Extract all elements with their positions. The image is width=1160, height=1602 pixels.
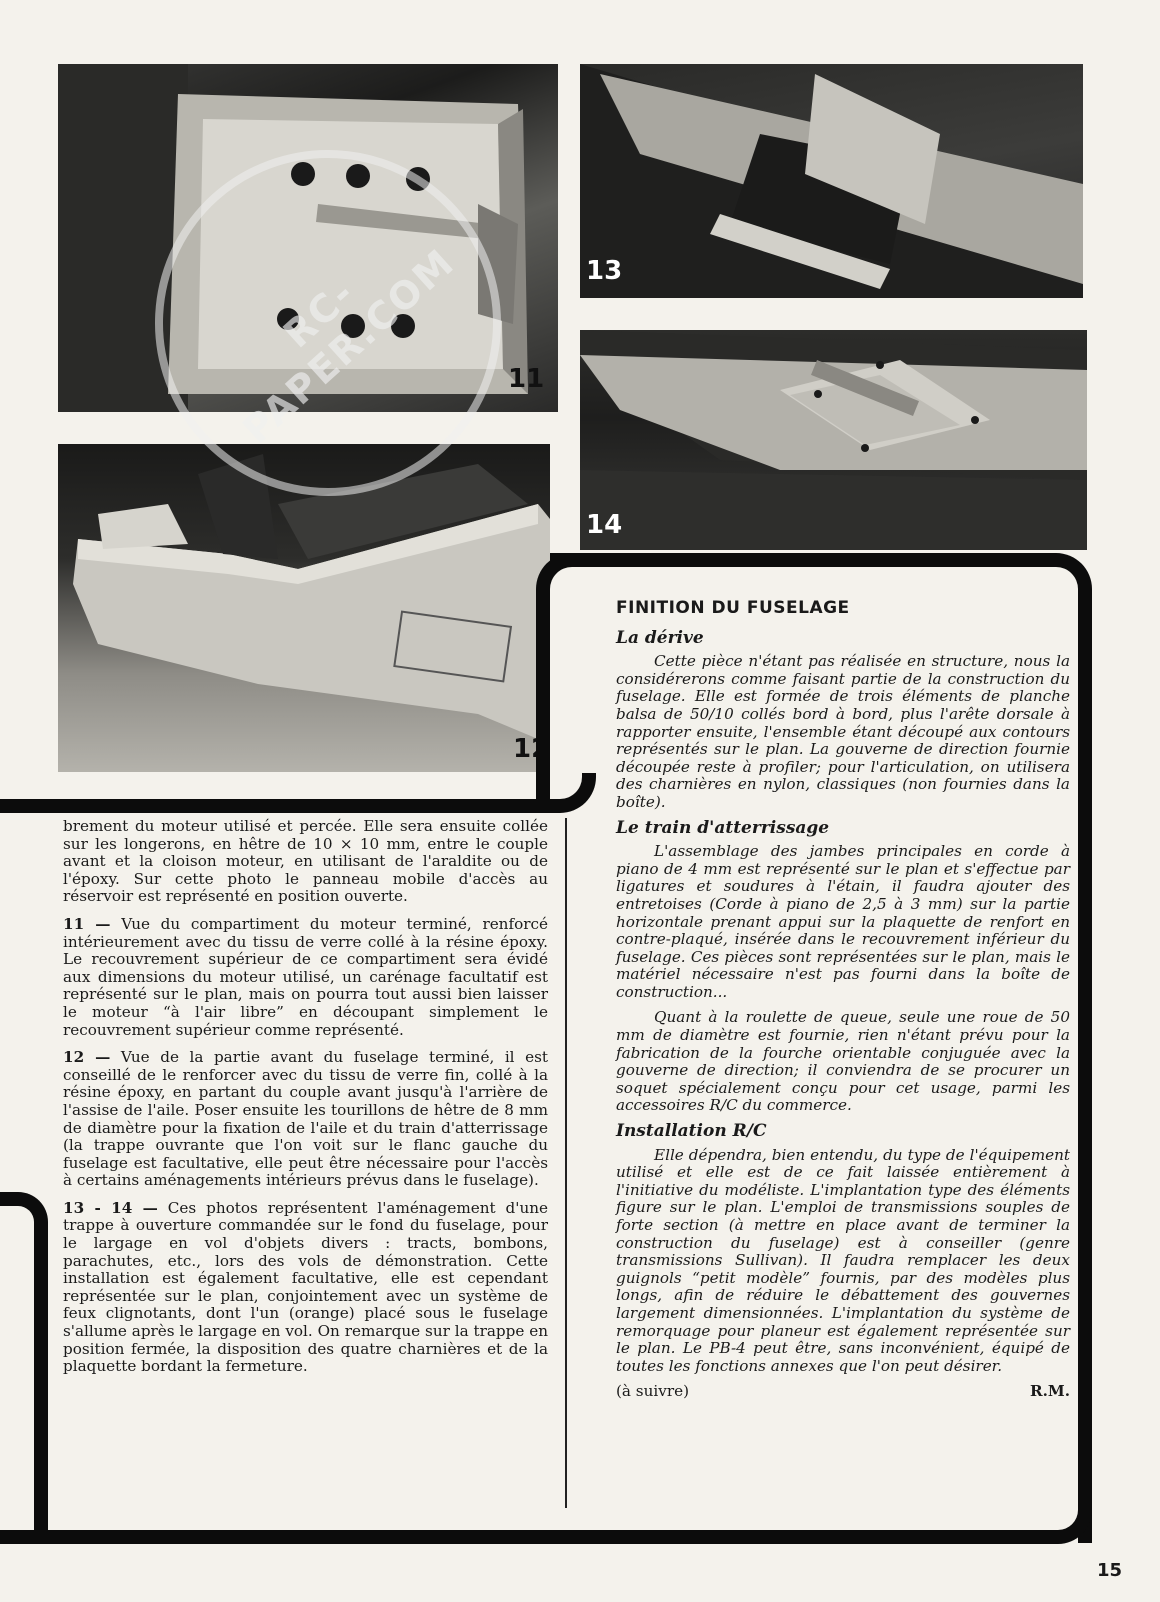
photo-13-drawing xyxy=(580,64,1083,298)
photo-12-number: 12 xyxy=(513,734,550,764)
intro-paragraph: brement du moteur utilisé et percée. Elle sera ensuite collée sur les longerons, en hêtre de 10 × 10 mm, entre le couple avant et la cloison moteur, en utilisant de l'araldite ou de l'époxy. Sur cette photo le panneau mobile d'accès au réservoir est représenté en position ouverte. xyxy=(63,817,548,906)
derive-title: La dérive xyxy=(616,627,704,648)
watermark-text: RC-PAPER.COM xyxy=(234,240,464,453)
rc-paragraph: Elle dépendra, bien entendu, du type de l'équipement utilisé et elle est de ce fait laissée entièrement à l'initiative du modéliste. L'implantation type des éléments figure sur le plan. L'emploi de transmissions souples de forte section (à mettre en place avant de terminer la construction du fuselage) est à conseiller (genre transmissions Sullivan). Il faudra remplacer les deux guignols “petit modèle” fournis, par des modèles plus longs, afin de réduire le débattement des gouvernes largement dimensionnées. L'implantation du système de remorquage pour planeur est également représentée sur le plan. Le PB-4 peut être, sans inconvénient, équipé de toutes les fonctions annexes que l'on peut désirer. xyxy=(616,1145,1070,1375)
section-heading: FINITION DU FUSELAGE xyxy=(616,598,850,618)
caption-12-text: Vue de la partie avant du fuselage terminé, il est conseillé de le renforcer avec du tissu de verre fin, collé à la résine époxy, en partant du couple avant jusqu'à l'arrière de l'assise de l'aile. Poser ensuite les tourillons de hêtre de 8 mm de diamètre pour la fixation de l'aile et du train d'atterrissage (la trappe ouvrante que l'on voit sur le flanc gauche du fuselage est facultative, elle peut être nécessaire pour l'accès à certains aménagements intérieurs prévus dans le fuselage). xyxy=(63,1048,548,1190)
page-number: 15 xyxy=(1097,1560,1123,1581)
column-divider xyxy=(565,818,567,1508)
closing-line xyxy=(616,1383,1070,1403)
caption-13-14-label: 13 - 14 — xyxy=(63,1198,158,1217)
frame-bottom-border xyxy=(0,1500,1092,1544)
caption-11-text: Vue du compartiment du moteur terminé, renforcé intérieurement avec du tissu de verre collé à la résine époxy. Le recouvrement supérieur de ce compartiment sera évidé aux dimensions du moteur utilisé, un carénage facultatif est représenté sur le plan, mais on pourra tout aussi bien laisser le moteur “à l'air libre” en découpant simplement le recouvrement supérieur comme représenté. xyxy=(63,914,548,1039)
train-paragraph-2: Quant à la roulette de queue, seule une roue de 50 mm de diamètre est fournie, rien n'étant prévu pour la fabrication de la fourche orientable conjuguée avec la gouverne de direction; il conviendra de se procurer un soquet spécialement conçu pour cet usage, parmi les accessoires R/C du commerce. xyxy=(616,1008,1070,1115)
train-paragraph-1: L'assemblage des jambes principales en corde à piano de 4 mm est représenté sur le plan et s'effectue par ligatures et soudures à l'étain, il faudra ajouter des entretoises (Corde à piano de 2,5 à 3 mm) sur la partie horizontale prenant appui sur la plaquette de renfort en contre-plaqué, insérée dans le recouvrement inférieur du fuselage. Ces pièces sont représentées sur le plan, mais le matériel nécessaire n'est pas fourni dans la boîte de construction... xyxy=(616,842,1070,1001)
caption-13-14-text: Ces photos représentent l'aménagement d'une trappe à ouverture commandée sur le fond du fuselage, pour le largage en vol d'objets divers : tracts, bombons, parachutes, etc., lors des vols de démonstration. Cette installation est également facultative, elle est cependant représentée sur le plan, conjointement avec un système de feux clignotants, dont l'un (orange) placé sous le fuselage s'allume après le largage en vol. On remarque sur la trappe en position fermée, la disposition des quatre charnières et de la plaquette bordant la fermeture. xyxy=(63,1198,549,1376)
photo-11-number: 11 xyxy=(508,364,545,394)
photo-13-number: 13 xyxy=(586,256,623,286)
caption-12-label: 12 — xyxy=(63,1048,111,1067)
to-follow-note: (à suivre) xyxy=(616,1382,689,1401)
right-text-column xyxy=(616,600,1070,1403)
derive-paragraph: Cette pièce n'étant pas réalisée en structure, nous la considérerons comme faisant partie de la construction du fuselage. Elle est formée de trois éléments de planche balsa de 50/10 collés bord à bord, plus l'arête dorsale à rapporter ensuite, l'ensemble étant découpé aux contours représentés sur le plan. La gouverne de direction fournie découpée reste à profiler; pour l'articulation, on utilisera des charnières en nylon, classiques (non fournies dans la boîte). xyxy=(616,652,1070,811)
photo-14-trap-door-closed xyxy=(580,330,1087,550)
photo-13-trap-door-open xyxy=(580,64,1083,298)
caption-12-paragraph xyxy=(63,1049,548,1190)
caption-11-paragraph xyxy=(63,916,548,1039)
photo-14-number: 14 xyxy=(586,510,623,540)
rc-title: Installation R/C xyxy=(616,1121,767,1142)
caption-13-14-paragraph xyxy=(63,1200,548,1376)
left-text-column xyxy=(63,818,548,1386)
photo-14-drawing xyxy=(580,330,1087,550)
frame-left-lower-border xyxy=(0,1192,48,1544)
frame-photo-bottom-border xyxy=(0,773,596,813)
author-signature: R.M. xyxy=(1029,1382,1070,1401)
caption-11-label: 11 — xyxy=(63,914,111,933)
train-title: Le train d'atterrissage xyxy=(616,817,830,838)
